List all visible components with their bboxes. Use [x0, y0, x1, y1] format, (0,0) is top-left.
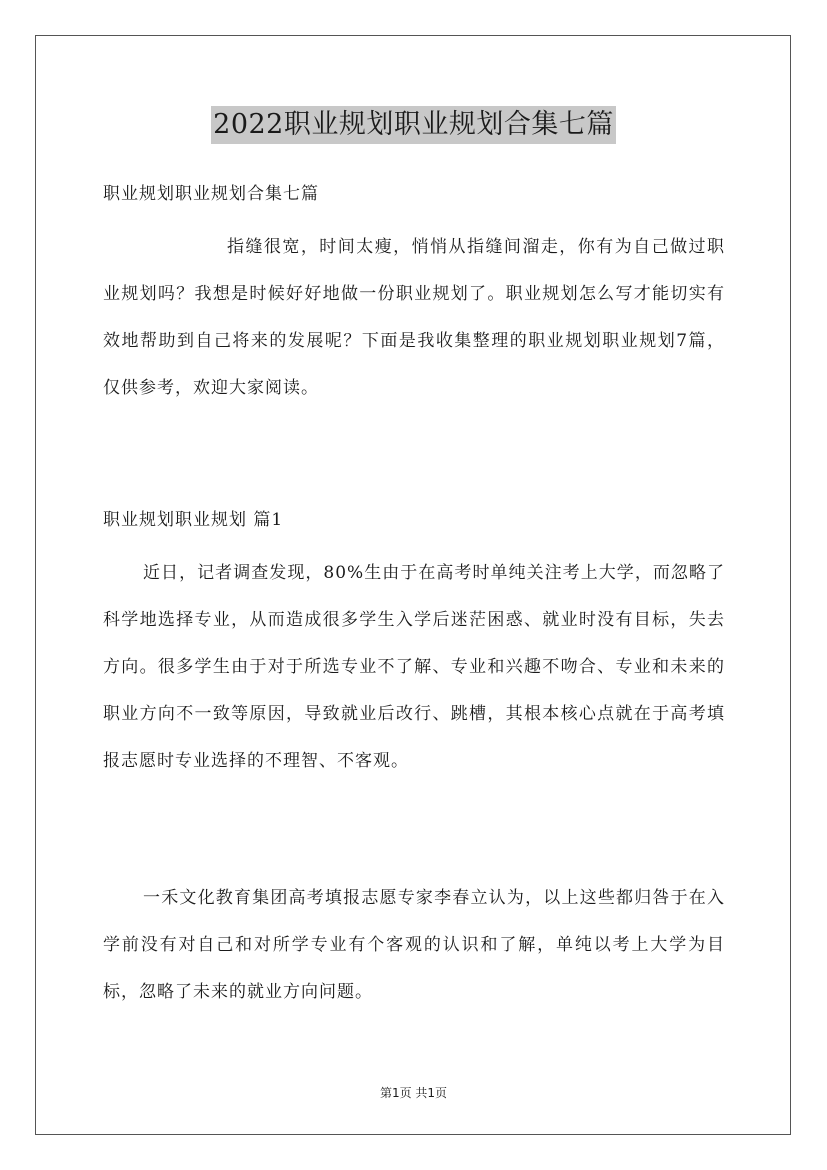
intro-paragraph: 指缝很宽，时间太瘦，悄悄从指缝间溜走，你有为自己做过职业规划吗？我想是时候好好地做一份职业规划了。职业规划怎么写才能切实有效地帮助到自己将来的发展呢？下面是我收集整理的职业规划职业规划7篇，仅供参考，欢迎大家阅读。	[103, 237, 725, 398]
page-number-footer: 第1页 共1页	[379, 1086, 448, 1100]
title-text: 2022职业规划职业规划合集七篇	[211, 106, 616, 144]
body-paragraph-1: 近日，记者调查发现，80%生由于在高考时单纯关注考上大学，而忽略了科学地选择专业，从而造成很多学生入学后迷茫困惑、就业时没有目标，失去方向。很多学生由于对于所选专业不了解、专业和兴趣不吻合、专业和未来的职业方向不一致等原因，导致就业后改行、跳槽，其根本核心点就在于高考填报志愿时专业选择的不理智、不客观。	[103, 563, 725, 771]
body-paragraph-2: 一禾文化教育集团高考填报志愿专家李春立认为，以上这些都归咎于在入学前没有对自己和对所学专业有个客观的认识和了解，单纯以考上大学为目标，忽略了未来的就业方向问题。	[103, 888, 725, 1002]
document-title	[0, 103, 827, 144]
section-heading-1: 职业规划职业规划 篇1	[103, 510, 284, 530]
document-subtitle: 职业规划职业规划合集七篇	[103, 184, 319, 204]
